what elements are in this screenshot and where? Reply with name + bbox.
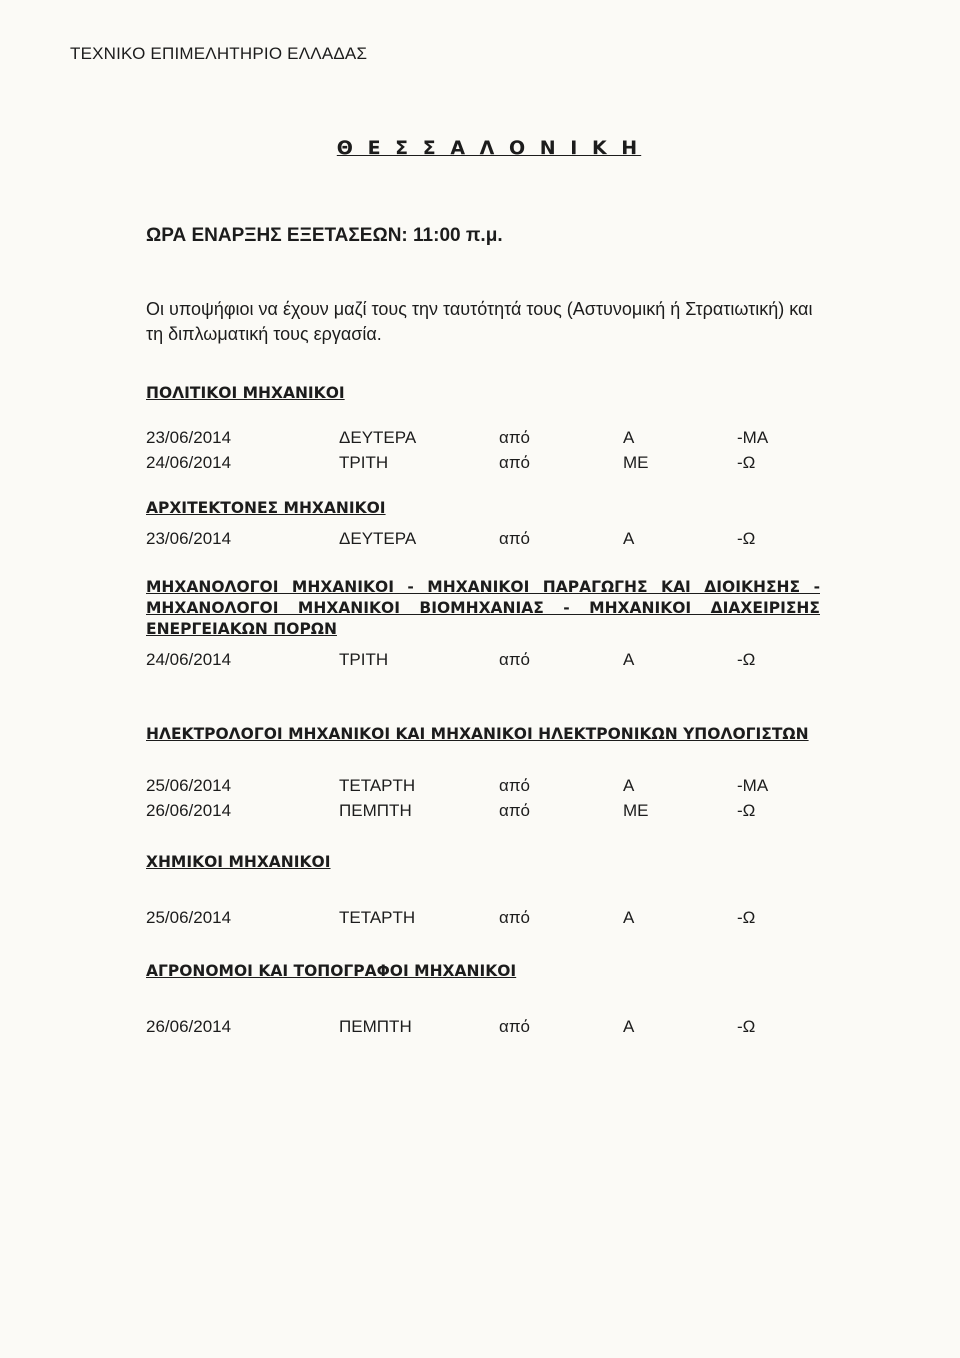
section-title-civil: ΠΟΛΙΤΙΚΟΙ ΜΗΧΑΝΙΚΟΙ (146, 384, 345, 402)
range-from-label: από (499, 428, 531, 447)
exam-date: 24/06/2014 (146, 453, 232, 472)
candidate-note: Οι υποψήφιοι να έχουν μαζί τους την ταυτότητά τους (Αστυνομική ή Στρατιωτική) και τη διπλωματική τους εργασία. (146, 299, 813, 344)
range-end: -Ω (737, 650, 756, 669)
range-start: Α (623, 650, 635, 669)
section-title-architects: ΑΡΧΙΤΕΚΤΟΝΕΣ ΜΗΧΑΝΙΚΟΙ (146, 499, 386, 517)
range-from-label: από (499, 453, 531, 472)
range-start: Α (623, 908, 635, 927)
city-title (0, 137, 960, 159)
city-title-text: Θ Ε Σ Σ Α Λ Ο Ν Ι Κ Η (336, 137, 642, 159)
exam-day: ΠΕΜΠΤΗ (339, 1017, 412, 1036)
exam-day: ΔΕΥΤΕΡΑ (339, 529, 417, 548)
range-end: -Ω (737, 453, 756, 472)
range-start: ΜΕ (623, 453, 649, 472)
range-from-label: από (499, 908, 531, 927)
exam-day: ΔΕΥΤΕΡΑ (339, 428, 417, 447)
exam-day: ΠΕΜΠΤΗ (339, 801, 412, 820)
range-end: -ΜΑ (737, 428, 769, 447)
exam-start-time: ΩΡΑ ΕΝΑΡΞΗΣ ΕΞΕΤΑΣΕΩΝ: 11:00 π.μ. (146, 225, 503, 246)
range-start: ΜΕ (623, 801, 649, 820)
range-end: -ΜΑ (737, 776, 769, 795)
range-end: -Ω (737, 1017, 756, 1036)
range-end: -Ω (737, 908, 756, 927)
exam-day: ΤΡΙΤΗ (339, 453, 389, 472)
section-title-surveying: ΑΓΡΟΝΟΜΟΙ ΚΑΙ ΤΟΠΟΓΡΑΦΟΙ ΜΗΧΑΝΙΚΟΙ (146, 962, 517, 980)
range-from-label: από (499, 776, 531, 795)
range-start: Α (623, 1017, 635, 1036)
exam-date: 24/06/2014 (146, 650, 232, 669)
range-end: -Ω (737, 801, 756, 820)
range-start: Α (623, 428, 635, 447)
exam-date: 25/06/2014 (146, 776, 232, 795)
range-from-label: από (499, 529, 531, 548)
range-start: Α (623, 776, 635, 795)
section-title-electrical: ΗΛΕΚΤΡΟΛΟΓΟΙ ΜΗΧΑΝΙΚΟΙ ΚΑΙ ΜΗΧΑΝΙΚΟΙ ΗΛΕΚΤΡΟΝΙΚΩΝ ΥΠΟΛΟΓΙΣΤΩΝ (146, 725, 809, 743)
exam-date: 26/06/2014 (146, 801, 232, 820)
exam-day: ΤΡΙΤΗ (339, 650, 389, 669)
exam-date: 25/06/2014 (146, 908, 232, 927)
exam-day: ΤΕΤΑΡΤΗ (339, 776, 416, 795)
range-start: Α (623, 529, 635, 548)
exam-date: 23/06/2014 (146, 529, 232, 548)
organization-name: ΤΕΧΝΙΚΟ ΕΠΙΜΕΛΗΤΗΡΙΟ ΕΛΛΑΔΑΣ (70, 44, 368, 63)
range-from-label: από (499, 1017, 531, 1036)
range-from-label: από (499, 801, 531, 820)
section-title-mechanical: ΜΗΧΑΝΟΛΟΓΟΙ ΜΗΧΑΝΙΚΟΙ - ΜΗΧΑΝΙΚΟΙ ΠΑΡΑΓΩΓΗΣ ΚΑΙ ΔΙΟΙΚΗΣΗΣ - ΜΗΧΑΝΟΛΟΓΟΙ ΜΗΧΑΝΙΚΟΙ ΒΙΟΜΗΧΑΝΙΑΣ - ΜΗΧΑΝΙΚΟΙ ΔΙΑΧΕΙΡΙΣΗΣ ΕΝΕΡΓΕΙΑΚΩΝ ΠΟΡΩΝ (146, 578, 820, 638)
range-end: -Ω (737, 529, 756, 548)
exam-day: ΤΕΤΑΡΤΗ (339, 908, 416, 927)
exam-date: 23/06/2014 (146, 428, 232, 447)
exam-date: 26/06/2014 (146, 1017, 232, 1036)
range-from-label: από (499, 650, 531, 669)
section-title-chemical: ΧΗΜΙΚΟΙ ΜΗΧΑΝΙΚΟΙ (146, 853, 331, 871)
